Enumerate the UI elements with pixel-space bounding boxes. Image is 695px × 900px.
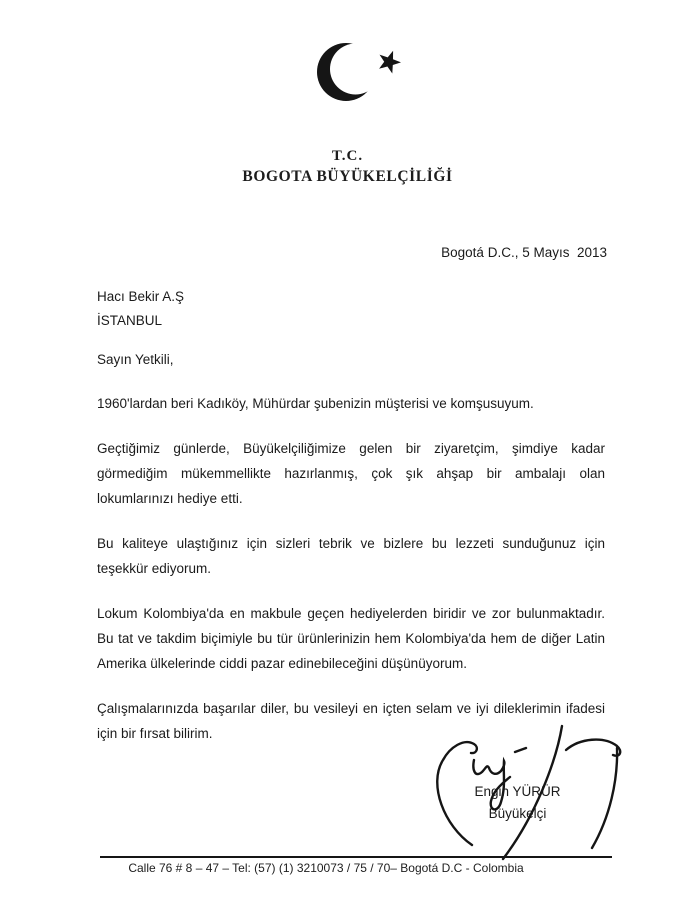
- body-paragraph-5: Çalışmalarınızda başarılar diler, bu vesileyi en içten selam ve iyi dileklerimin ifadesi için bir fırsat bilirim.: [97, 701, 605, 741]
- footer-address: Calle 76 # 8 – 47 – Tel: (57) (1) 3210073 / 75 / 70– Bogotá D.C - Colombia: [128, 861, 524, 875]
- letter-body: [97, 285, 605, 746]
- signer-name: Engin YÜRÜR: [474, 784, 561, 799]
- letterhead-tc: T.C.: [331, 148, 364, 164]
- letterhead: [0, 147, 695, 186]
- body-paragraph-4: Lokum Kolombiya'da en makbule geçen hediyelerden biridir ve zor bulunmaktadır. Bu tat ve takdim biçimiyle bu tür ürünlerinizin hem Kolombiya'da hem de diğer Latin Amerika ülkelerinde ciddi pazar edinebileceğini düşünüyorum.: [97, 606, 605, 671]
- body-paragraph-3: Bu kaliteye ulaştığınız için sizleri tebrik ve bizlere bu lezzeti sunduğunuz için teşekkür ediyorum.: [97, 536, 605, 576]
- footer-rule: [100, 856, 612, 858]
- letterhead-embassy-name: BOGOTA BÜYÜKELÇİLİĞİ: [242, 168, 453, 185]
- recipient-city: İSTANBUL: [97, 313, 163, 328]
- signer-title: Büyükelçi: [488, 806, 547, 821]
- date-line: Bogotá D.C., 5 Mayıs 2013: [441, 245, 607, 260]
- crescent-star-emblem-icon: [310, 40, 410, 108]
- signature-block: [420, 722, 630, 867]
- body-paragraph-1: 1960'lardan beri Kadıköy, Mühürdar şubenizin müşterisi ve komşusuyum.: [97, 396, 534, 411]
- recipient-name: Hacı Bekir A.Ş: [97, 289, 185, 304]
- star-icon: [379, 51, 401, 74]
- recipient-block: [97, 285, 605, 333]
- salutation: Sayın Yetkili,: [97, 352, 174, 367]
- body-paragraph-2: Geçtiğimiz günlerde, Büyükelçiliğimize gelen bir ziyaretçim, şimdiye kadar görmediğim mükemmellikte hazırlanmış, çok şık ahşap bir ambalajı olan lokumlarınızı hediye etti.: [97, 441, 605, 506]
